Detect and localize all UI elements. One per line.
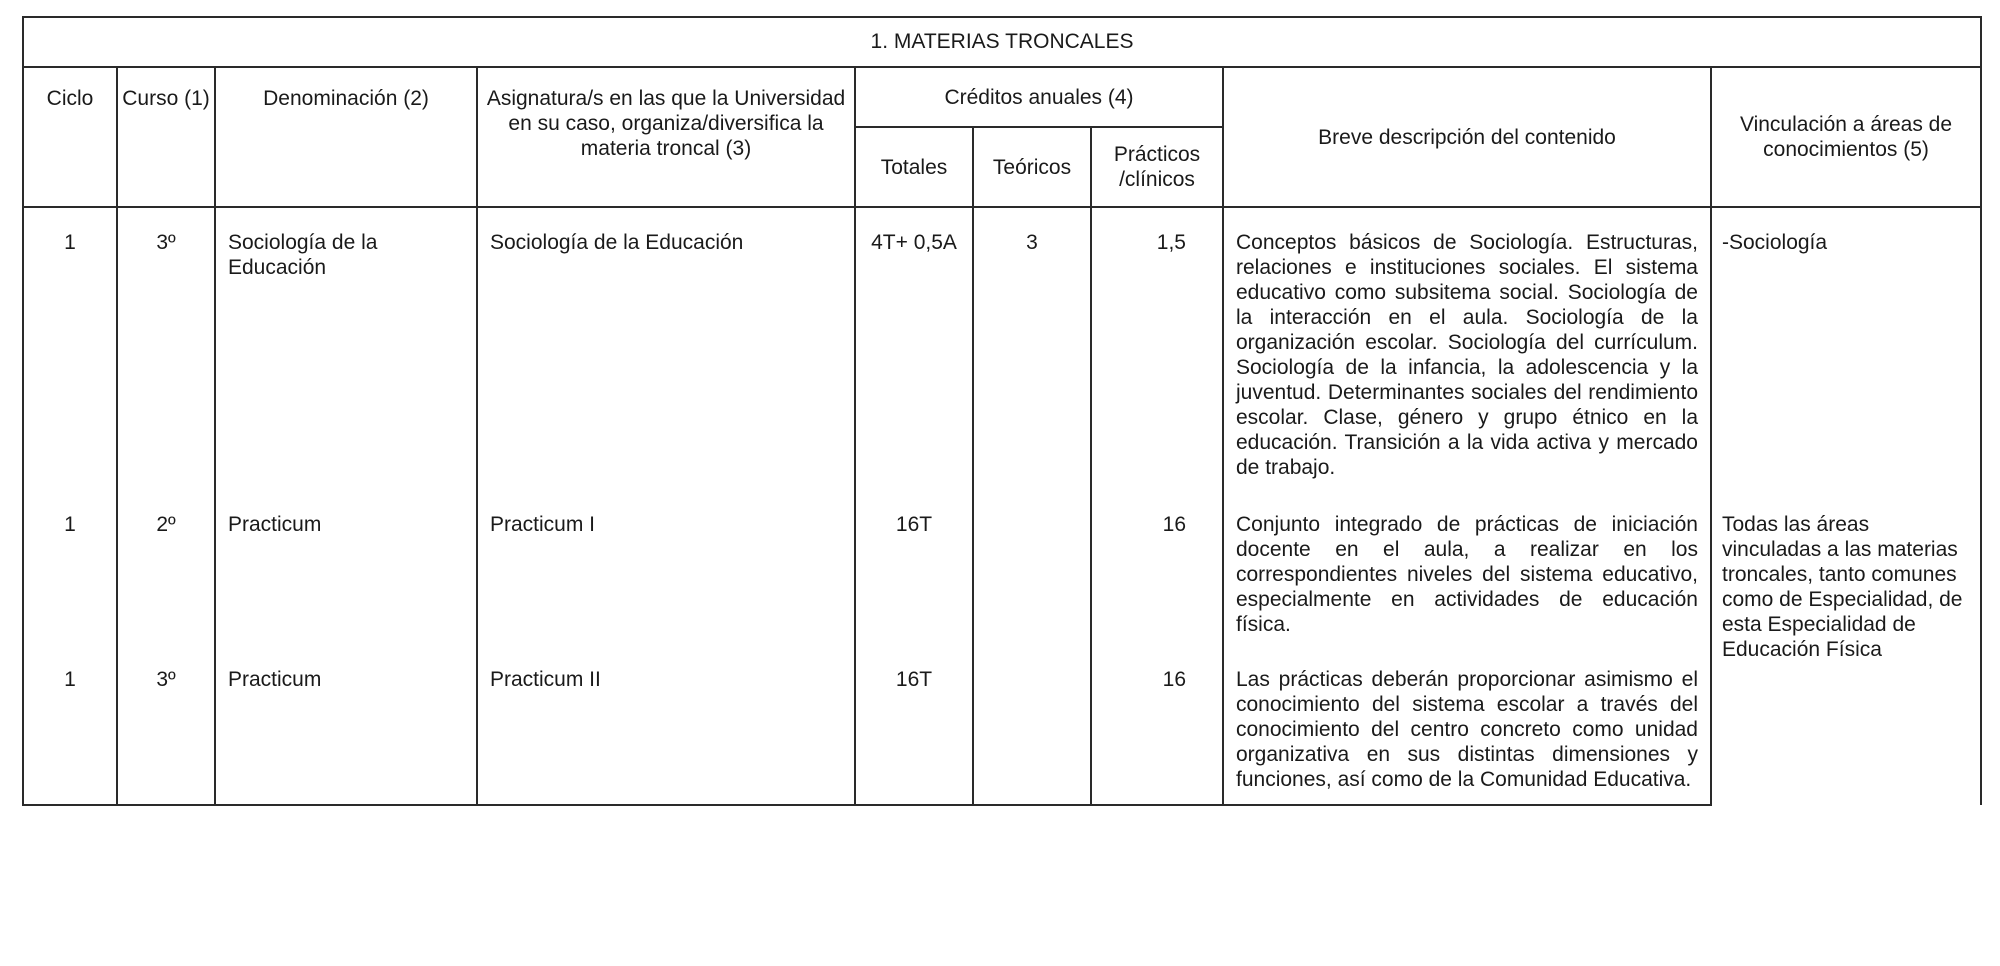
header-asignatura: Asignatura/s en las que la Universidad en su caso, organiza/diversifica la materia troncal (3) <box>477 67 855 207</box>
cell-descripcion: Conceptos básicos de Sociología. Estructuras, relaciones e instituciones sociales. El sistema educativo como subsitema social. Sociología de la interacción en el aula. Sociología de la organización escolar. Sociología del currículum. Sociología de la infancia, la adolescencia y la juventud. Determinantes sociales del rendimiento escolar. Clase, género y grupo étnico en la educación. Transición a la vida activa y mercado de trabajo. <box>1223 207 1711 492</box>
cell-denominacion: Sociología de la Educación <box>215 207 477 492</box>
table-title: 1. MATERIAS TRONCALES <box>23 17 1981 67</box>
materias-troncales-table <box>22 16 1982 806</box>
cell-practicos: 16 <box>1091 649 1223 805</box>
header-practicos: Prácticos /clínicos <box>1091 127 1223 207</box>
header-ciclo: Ciclo <box>23 67 117 207</box>
cell-denominacion: Practicum <box>215 649 477 805</box>
cell-totales: 16T <box>855 649 973 805</box>
cell-denominacion: Practicum <box>215 492 477 649</box>
table-row <box>23 649 1981 805</box>
cell-asignatura: Sociología de la Educación <box>477 207 855 492</box>
cell-ciclo: 1 <box>23 649 117 805</box>
cell-totales: 16T <box>855 492 973 649</box>
cell-vinculacion: -Sociología <box>1711 207 1981 492</box>
cell-practicos: 16 <box>1091 492 1223 649</box>
cell-ciclo: 1 <box>23 492 117 649</box>
cell-teoricos <box>973 492 1091 649</box>
cell-vinculacion: Todas las áreas vinculadas a las materias troncales, tanto comunes como de Especialidad, de esta Especialidad de Educación Física <box>1711 492 1981 805</box>
cell-asignatura: Practicum I <box>477 492 855 649</box>
cell-asignatura: Practicum II <box>477 649 855 805</box>
cell-descripcion: Las prácticas deberán proporcionar asimismo el conocimiento del sistema escolar a través del conocimiento del centro concreto como unidad organizativa en sus distintas dimensiones y funciones, así como de la Comunidad Educativa. <box>1223 649 1711 805</box>
cell-curso: 3º <box>117 649 215 805</box>
header-vinculacion: Vinculación a áreas de conocimientos (5) <box>1711 67 1981 207</box>
cell-totales: 4T+ 0,5A <box>855 207 973 492</box>
header-teoricos: Teóricos <box>973 127 1091 207</box>
header-totales: Totales <box>855 127 973 207</box>
cell-curso: 2º <box>117 492 215 649</box>
materias-troncales-document <box>22 16 1980 956</box>
header-descripcion: Breve descripción del contenido <box>1223 67 1711 207</box>
cell-descripcion: Conjunto integrado de prácticas de iniciación docente en el aula, a realizar en los correspondientes niveles del sistema educativo, especialmente en actividades de educación física. <box>1223 492 1711 649</box>
cell-ciclo: 1 <box>23 207 117 492</box>
cell-curso: 3º <box>117 207 215 492</box>
table-row <box>23 207 1981 492</box>
header-denominacion: Denominación (2) <box>215 67 477 207</box>
cell-practicos: 1,5 <box>1091 207 1223 492</box>
header-curso: Curso (1) <box>117 67 215 207</box>
cell-teoricos: 3 <box>973 207 1091 492</box>
cell-teoricos <box>973 649 1091 805</box>
header-creditos-anuales: Créditos anuales (4) <box>855 67 1223 127</box>
table-row <box>23 492 1981 649</box>
